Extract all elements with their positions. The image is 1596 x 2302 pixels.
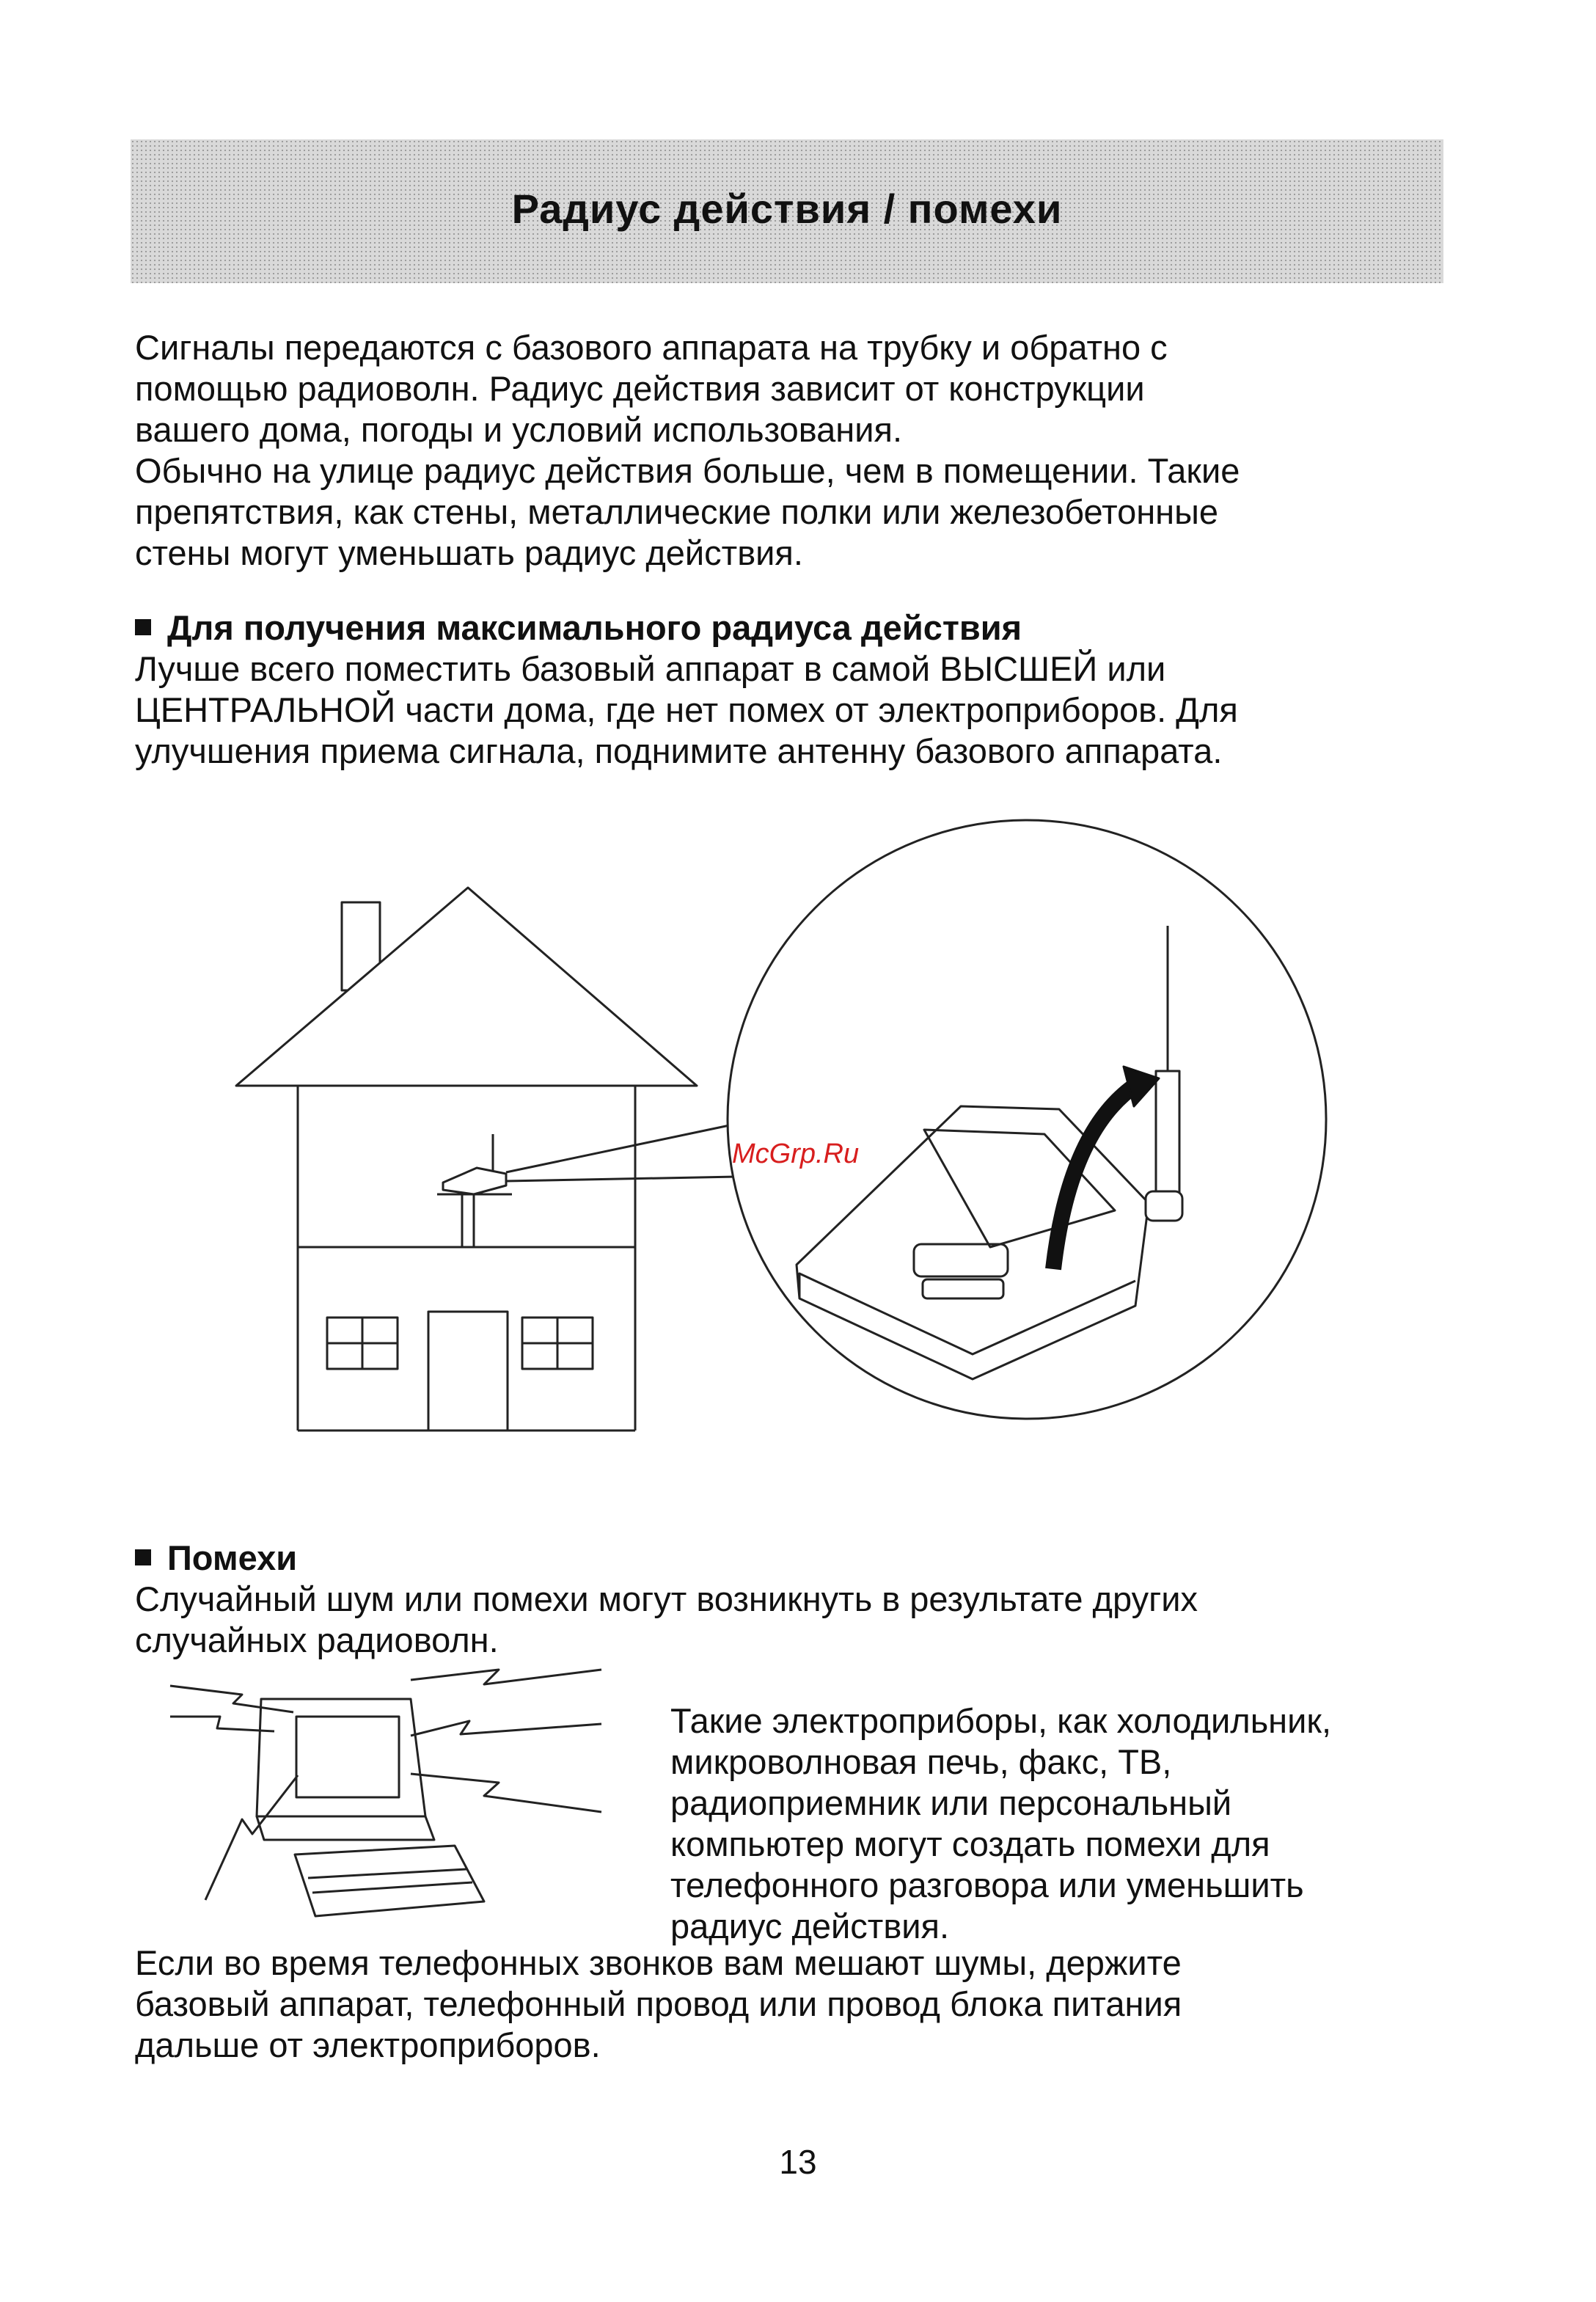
- noise-side-text: [670, 1700, 1463, 1947]
- intro-line: препятствия, как стены, металлические полки или железобетонные: [135, 492, 1219, 531]
- max-range-line: Лучше всего поместить базовый аппарат в самой ВЫСШЕЙ или: [135, 649, 1166, 688]
- page-title: Радиус действия / помехи: [511, 186, 1063, 232]
- noise-side-line: радиоприемник или персональный: [670, 1783, 1232, 1822]
- noise-line: Случайный шум или помехи могут возникнуть в результате других: [135, 1579, 1198, 1618]
- closing-line: дальше от электроприборов.: [135, 2025, 601, 2064]
- intro-line: Сигналы передаются с базового аппарата на трубку и обратно с: [135, 328, 1168, 367]
- intro-line: вашего дома, погоды и условий использования.: [135, 410, 903, 449]
- intro-line: помощью радиоволн. Радиус действия зависит от конструкции: [135, 369, 1145, 408]
- intro-line: Обычно на улице радиус действия больше, чем в помещении. Такие: [135, 451, 1240, 490]
- noise-line: случайных радиоволн.: [135, 1620, 499, 1659]
- noise-side-line: радиус действия.: [670, 1907, 950, 1945]
- noise-heading-text: Помехи: [167, 1538, 298, 1577]
- noise-side-line: телефонного разговора или уменьшить: [670, 1866, 1304, 1904]
- intro-line: стены могут уменьшать радиус действия.: [135, 533, 803, 572]
- closing-line: Если во время телефонных звонков вам мешают шумы, держите: [135, 1943, 1182, 1982]
- noise-side-line: микроволновая печь, факс, ТВ,: [670, 1742, 1172, 1781]
- noise-side-line: Такие электроприборы, как холодильник,: [670, 1701, 1332, 1740]
- max-range-line: улучшения приема сигнала, поднимите антенну базового аппарата.: [135, 731, 1223, 770]
- closing-line: базовый аппарат, телефонный провод или провод блока питания: [135, 1984, 1182, 2023]
- noise-side-line: компьютер могут создать помехи для: [670, 1824, 1270, 1863]
- watermark: McGrp.Ru: [732, 1139, 860, 1169]
- closing-paragraph: [135, 1943, 1448, 2066]
- max-range-heading-text: Для получения максимального радиуса действия: [167, 608, 1022, 647]
- page-number: 13: [779, 2143, 817, 2181]
- max-range-line: ЦЕНТРАЛЬНОЙ части дома, где нет помех от электроприборов. Для: [135, 690, 1238, 729]
